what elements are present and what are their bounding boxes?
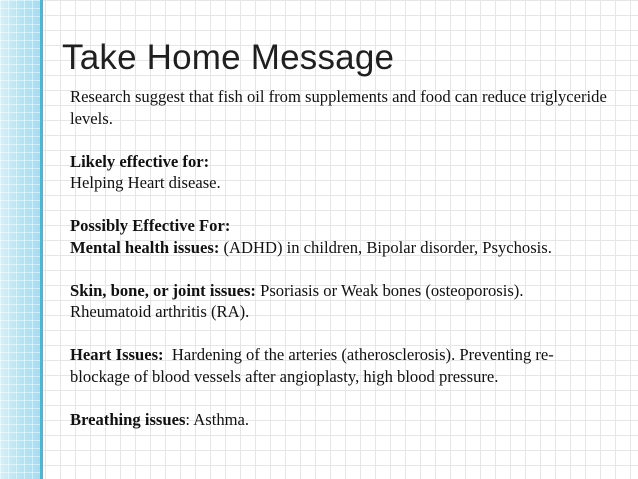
skin-bone-joint-text: Psoriasis or Weak bones (osteoporosis). — [255, 280, 524, 300]
heart-issues-section — [70, 344, 610, 387]
breathing-issues-section — [70, 409, 610, 431]
slide-body — [70, 86, 610, 452]
likely-effective-section — [70, 151, 610, 194]
decorative-side-band — [0, 0, 40, 479]
breathing-issues-label: Breathing issues — [70, 409, 186, 429]
accent-rule — [40, 0, 43, 479]
likely-effective-text: Helping Heart disease. — [70, 173, 221, 192]
breathing-issues-text: : Asthma. — [185, 409, 250, 429]
possibly-effective-heading: Possibly Effective For: — [70, 216, 231, 235]
mental-health-text: (ADHD) in children, Bipolar disorder, Psychosis. — [219, 237, 552, 257]
likely-effective-heading: Likely effective for: — [70, 151, 210, 171]
heart-issues-label: Heart Issues: — [70, 345, 164, 364]
skin-bone-joint-section — [70, 280, 610, 323]
skin-bone-joint-label: Skin, bone, or joint issues: — [70, 280, 256, 300]
possibly-effective-section — [70, 215, 610, 258]
intro-paragraph: Research suggest that fish oil from supplements and food can reduce triglyceride levels. — [70, 87, 607, 128]
mental-health-label: Mental health issues: — [70, 237, 220, 257]
heart-issues-text: Hardening of the arteries (atherosclerosis). Preventing re-blockage of blood vessels after angioplasty, high blood pressure. — [70, 345, 554, 386]
skin-bone-joint-line2: Rheumatoid arthritis (RA). — [70, 302, 250, 321]
slide-title: Take Home Message — [62, 38, 395, 77]
